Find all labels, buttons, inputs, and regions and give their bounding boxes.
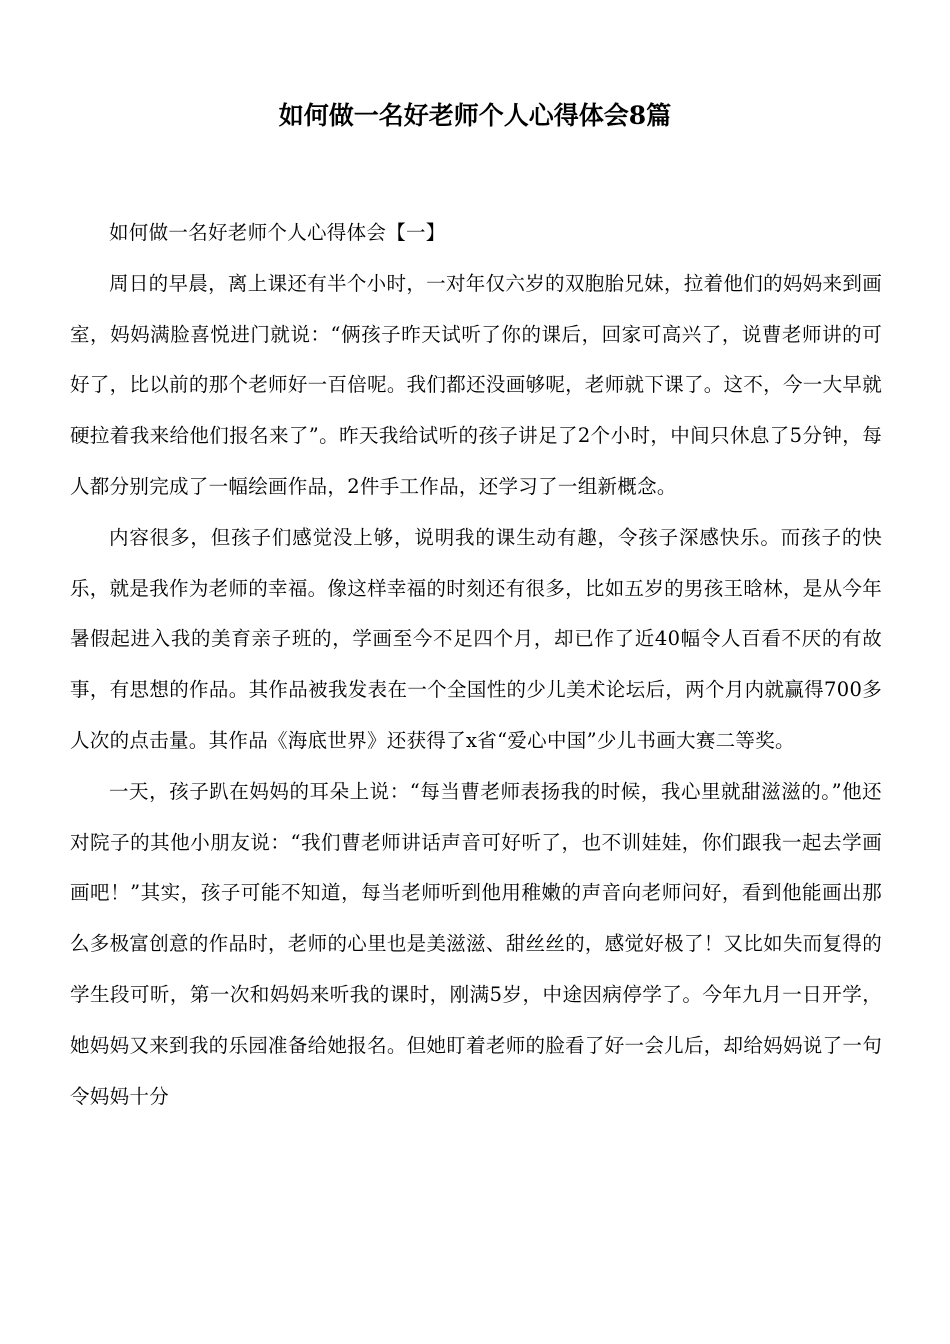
document-body [70, 208, 882, 1122]
document-title: 如何做一名好老师个人心得体会8篇 [278, 101, 672, 130]
section-heading: 如何做一名好老师个人心得体会【一】 [109, 221, 446, 244]
paragraph: 内容很多，但孩子们感觉没上够，说明我的课生动有趣，令孩子深感快乐。而孩子的快乐，就是我作为老师的幸福。像这样幸福的时刻还有很多，比如五岁的男孩王晗林，是从今年暑假起进入我的美育亲子班的，学画至今不足四个月，却已作了近40幅令人百看不厌的有故事，有思想的作品。其作品被我发表在一个全国性的少儿美术论坛后，两个月内就赢得700多人次的点击量。其作品《海底世界》还获得了x省“爱心中国”少儿书画大赛二等奖。 [70, 525, 882, 752]
paragraph: 周日的早晨，离上课还有半个小时，一对年仅六岁的双胞胎兄妹，拉着他们的妈妈来到画室，妈妈满脸喜悦进门就说：“俩孩子昨天试听了你的课后，回家可高兴了，说曹老师讲的可好了，比以前的那个老师好一百倍呢。我们都还没画够呢，老师就下课了。这不，今一大早就硬拉着我来给他们报名来了”。昨天我给试听的孩子讲足了2个小时，中间只休息了5分钟，每人都分别完成了一幅绘画作品，2件手工作品，还学习了一组新概念。 [70, 271, 882, 498]
paragraph: 一天，孩子趴在妈妈的耳朵上说：“每当曹老师表扬我的时候，我心里就甜滋滋的。”他还对院子的其他小朋友说：“我们曹老师讲话声音可好听了，也不训娃娃，你们跟我一起去学画画吧！”其实，孩子可能不知道，每当老师听到他用稚嫩的声音向老师问好，看到他能画出那么多极富创意的作品时，老师的心里也是美滋滋、甜丝丝的，感觉好极了！又比如失而复得的学生段可昕，第一次和妈妈来听我的课时，刚满5岁，中途因病停学了。今年九月一日开学，她妈妈又来到我的乐园准备给她报名。但她盯着老师的脸看了好一会儿后，却给妈妈说了一句令妈妈十分 [70, 779, 882, 1108]
